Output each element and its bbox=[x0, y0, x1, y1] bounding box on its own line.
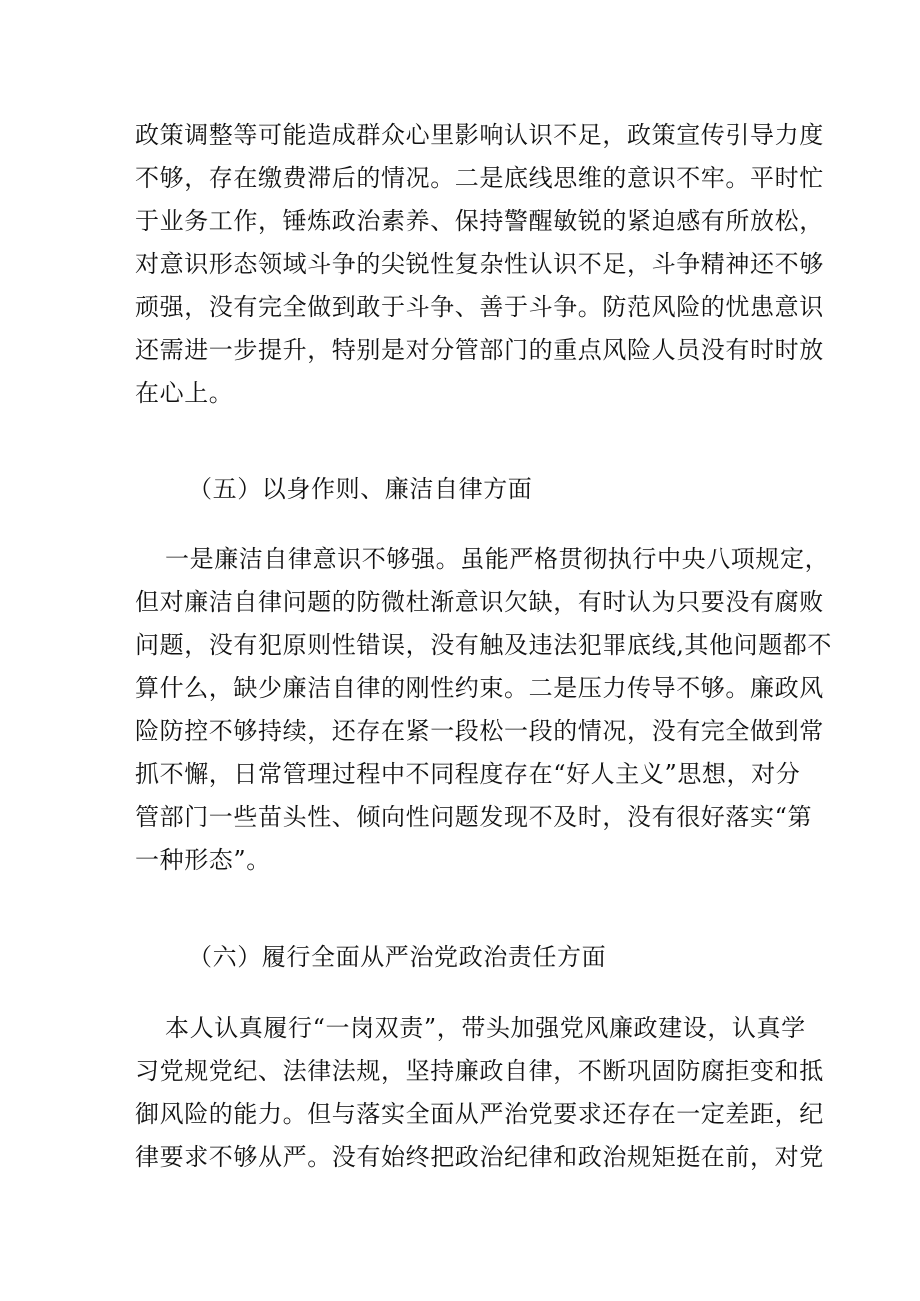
paragraph-line: 御风险的能力。但与落实全面从严治党要求还存在一定差距，纪 bbox=[135, 1100, 824, 1128]
paragraph-line: 政策调整等可能造成群众心里影响认识不足，政策宣传引导力度 bbox=[135, 121, 824, 149]
paragraph-line: 但对廉洁自律问题的防微杜渐意识欠缺，有时认为只要没有腐败 bbox=[135, 588, 824, 616]
section-heading: （六）履行全面从严治党政治责任方面 bbox=[188, 943, 607, 971]
paragraph-line: 对意识形态领域斗争的尖锐性复杂性认识不足，斗争精神还不够 bbox=[135, 250, 824, 278]
paragraph-line: 一种形态”。 bbox=[135, 846, 271, 874]
paragraph-line: 还需进一步提升，特别是对分管部门的重点风险人员没有时时放 bbox=[135, 336, 824, 364]
paragraph-line: 律要求不够从严。没有始终把政治纪律和政治规矩挺在前，对党 bbox=[135, 1143, 824, 1171]
paragraph-line: 一是廉洁自律意识不够强。虽能严格贯彻执行中央八项规定， bbox=[165, 545, 830, 573]
paragraph-line: 本人认真履行“一岗双责”，带头加强党风廉政建设，认真学 bbox=[165, 1014, 806, 1042]
paragraph-line: 险防控不够持续，还存在紧一段松一段的情况，没有完全做到常 bbox=[135, 717, 824, 745]
paragraph-line: 算什么，缺少廉洁自律的刚性约束。二是压力传导不够。廉政风 bbox=[135, 674, 824, 702]
paragraph-line: 抓不懈，日常管理过程中不同程度存在“好人主义”思想，对分 bbox=[135, 760, 801, 788]
paragraph-line: 不够，存在缴费滞后的情况。二是底线思维的意识不牢。平时忙 bbox=[135, 164, 824, 192]
paragraph-line: 管部门一些苗头性、倾向性问题发现不及时，没有很好落实“第 bbox=[135, 803, 813, 831]
paragraph-line: 在心上。 bbox=[135, 379, 234, 407]
paragraph-line: 顽强，没有完全做到敢于斗争、善于斗争。防范风险的忧患意识 bbox=[135, 293, 824, 321]
paragraph-line: 问题，没有犯原则性错误，没有触及违法犯罪底线,其他问题都不 bbox=[135, 631, 833, 659]
paragraph-line: 于业务工作，锤炼政治素养、保持警醒敏锐的紧迫感有所放松， bbox=[135, 207, 824, 235]
paragraph-line: 习党规党纪、法律法规，坚持廉政自律，不断巩固防腐拒变和抵 bbox=[135, 1057, 824, 1085]
section-heading: （五）以身作则、廉洁自律方面 bbox=[188, 475, 533, 503]
